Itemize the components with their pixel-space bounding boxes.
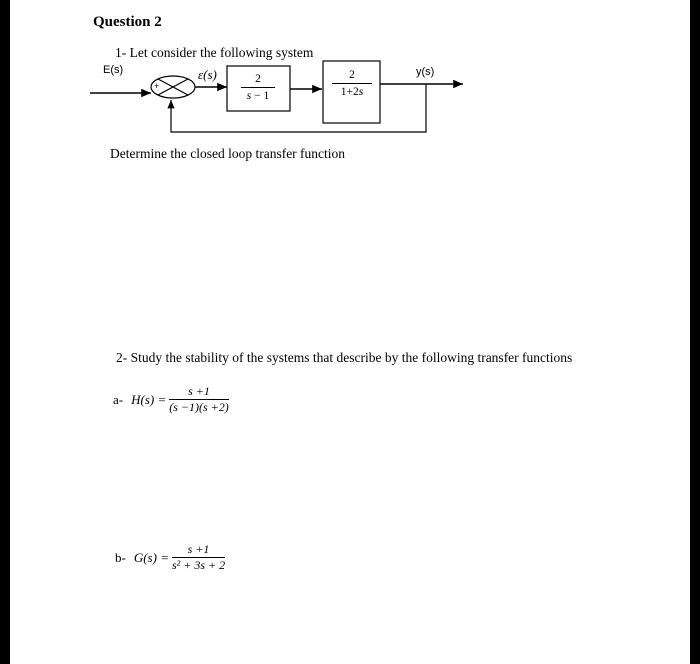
document-page [10, 0, 690, 664]
block1-denominator-var: s [246, 90, 252, 102]
equation-b-function: G(s) = [133, 549, 169, 565]
input-label: E(s) [103, 64, 124, 76]
block2-transfer-function [332, 69, 372, 98]
equation-a-function: H(s) = [131, 391, 167, 407]
block1-transfer-function [241, 73, 275, 102]
equation-a-denominator: (s −1)(s +2) [169, 400, 229, 414]
sum-plus-sign: + [154, 81, 160, 91]
block1-numerator: 2 [255, 73, 261, 85]
equation-a-numerator: s +1 [188, 384, 210, 398]
question-title: Question 2 [93, 14, 162, 30]
equation-b [115, 543, 225, 572]
equation-b-numerator: s +1 [187, 542, 210, 556]
block-diagram [10, 0, 690, 664]
block2-denominator-var: s [358, 86, 364, 98]
block2-denominator-const: 1+2 [340, 86, 359, 98]
equation-b-denominator: s² + 3s + 2 [171, 558, 226, 572]
equation-a-fraction [169, 385, 229, 414]
block2-fraction-bar [332, 83, 372, 84]
equation-a-label: a- [113, 391, 124, 407]
block1-denominator-rest: − 1 [251, 90, 270, 102]
error-label: ε(s) [198, 67, 217, 82]
feedback-line [171, 84, 426, 132]
part1-task: Determine the closed loop transfer function [110, 146, 346, 161]
part2-prompt: 2- Study the stability of the systems that describe by the following transfer functions [116, 350, 573, 365]
equation-b-fraction [172, 543, 225, 572]
right-border [690, 0, 700, 664]
block1-denominator [247, 90, 269, 102]
block2-numerator-text: 2 [349, 69, 355, 81]
equation-b-label: b- [115, 549, 126, 565]
block2-denominator [341, 86, 363, 98]
block1-fraction-bar [241, 87, 275, 88]
equation-a [113, 385, 229, 414]
part1-prompt: 1- Let consider the following system [115, 45, 314, 60]
output-label: y(s) [416, 66, 435, 78]
left-border [0, 0, 10, 664]
